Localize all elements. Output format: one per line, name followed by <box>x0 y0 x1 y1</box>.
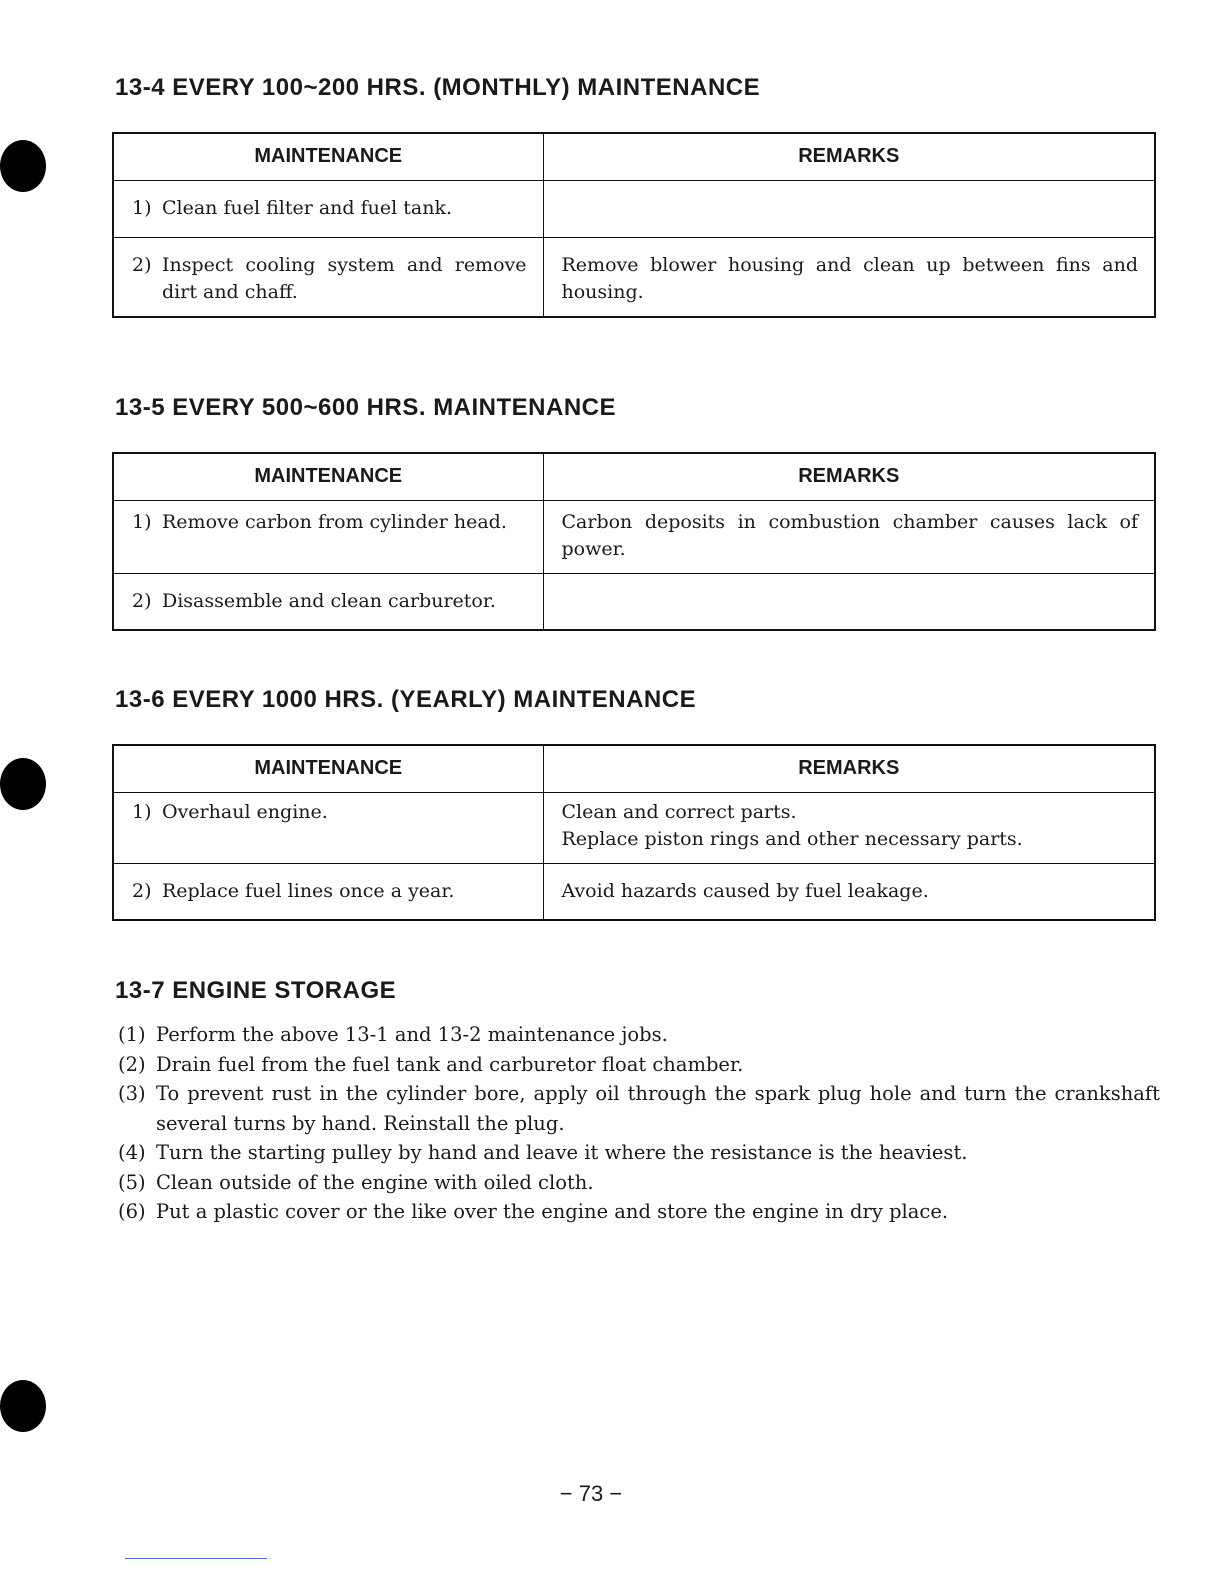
row-number: 2) <box>132 879 152 902</box>
row-number: 1) <box>132 196 152 219</box>
step-text: Drain fuel from the fuel tank and carburetor float chamber. <box>156 1052 744 1076</box>
column-header-maintenance: MAINTENANCE <box>113 133 543 180</box>
punch-hole <box>0 140 46 192</box>
table-row <box>113 792 1155 863</box>
maintenance-text: Clean fuel filter and fuel tank. <box>162 196 452 219</box>
maintenance-table-13-5 <box>112 452 1156 631</box>
list-item <box>118 1197 1160 1227</box>
table-row <box>113 863 1155 920</box>
maintenance-cell <box>113 863 543 920</box>
list-item <box>118 1050 1160 1080</box>
step-number: (4) <box>118 1141 146 1164</box>
section-heading-13-6: 13-6 EVERY 1000 HRS. (YEARLY) MAINTENANCE <box>115 686 697 713</box>
punch-hole <box>0 758 46 810</box>
table-header-row <box>113 133 1155 180</box>
step-number: (5) <box>118 1170 146 1194</box>
list-item <box>118 1138 1160 1168</box>
row-number: 1) <box>132 800 152 823</box>
row-number: 2) <box>132 253 152 276</box>
remarks-cell <box>543 792 1155 863</box>
table-header-row <box>113 745 1155 792</box>
row-number: 2) <box>132 589 152 612</box>
step-text: To prevent rust in the cylinder bore, apply oil through the spark plug hole and turn the crankshaft several turns by hand. Reinstall the plug. <box>156 1082 1160 1135</box>
row-number: 1) <box>132 510 152 533</box>
maintenance-table-13-6 <box>112 744 1156 921</box>
column-header-maintenance: MAINTENANCE <box>113 453 543 500</box>
maintenance-cell <box>113 792 543 863</box>
remarks-cell: Carbon deposits in combustion chamber causes lack of power. <box>543 500 1155 573</box>
maintenance-table-13-4 <box>112 132 1156 318</box>
remarks-cell: Avoid hazards caused by fuel leakage. <box>543 863 1155 920</box>
maintenance-cell <box>113 180 543 237</box>
remarks-line: Clean and correct parts. <box>561 800 797 823</box>
table-row <box>113 237 1155 317</box>
step-text: Put a plastic cover or the like over the engine and store the engine in dry place. <box>156 1200 949 1223</box>
list-item <box>118 1020 1160 1050</box>
maintenance-cell <box>113 237 543 317</box>
table-row <box>113 180 1155 237</box>
maintenance-text: Overhaul engine. <box>162 800 328 823</box>
page-number: − 73 − <box>559 1481 623 1506</box>
maintenance-cell <box>113 500 543 573</box>
remarks-cell <box>543 180 1155 237</box>
column-header-remarks: REMARKS <box>543 453 1155 500</box>
step-text: Turn the starting pulley by hand and leave it where the resistance is the heaviest. <box>156 1141 968 1164</box>
list-item <box>118 1079 1160 1138</box>
remarks-line: Replace piston rings and other necessary parts. <box>561 827 1023 850</box>
step-number: (2) <box>118 1052 146 1076</box>
column-header-remarks: REMARKS <box>543 133 1155 180</box>
scan-artifact-line <box>125 1558 267 1559</box>
column-header-remarks: REMARKS <box>543 745 1155 792</box>
table-header-row <box>113 453 1155 500</box>
maintenance-cell <box>113 573 543 630</box>
table-row <box>113 573 1155 630</box>
section-heading-13-4: 13-4 EVERY 100~200 HRS. (MONTHLY) MAINTENANCE <box>115 74 761 101</box>
table-row <box>113 500 1155 573</box>
section-heading-13-7: 13-7 ENGINE STORAGE <box>115 977 397 1004</box>
maintenance-text: Disassemble and clean carburetor. <box>162 589 496 612</box>
remarks-cell: Remove blower housing and clean up between fins and housing. <box>543 237 1155 317</box>
maintenance-text: Replace fuel lines once a year. <box>162 879 455 902</box>
step-text: Clean outside of the engine with oiled cloth. <box>156 1170 594 1194</box>
column-header-maintenance: MAINTENANCE <box>113 745 543 792</box>
section-heading-13-5: 13-5 EVERY 500~600 HRS. MAINTENANCE <box>115 394 617 421</box>
remarks-cell <box>543 573 1155 630</box>
step-text: Perform the above 13-1 and 13-2 maintenance jobs. <box>156 1023 668 1046</box>
maintenance-text: Remove carbon from cylinder head. <box>162 510 507 533</box>
maintenance-text: Inspect cooling system and remove dirt and chaff. <box>162 253 527 303</box>
step-number: (3) <box>118 1082 146 1105</box>
list-item <box>118 1168 1160 1198</box>
punch-hole <box>0 1380 46 1432</box>
step-number: (6) <box>118 1200 146 1223</box>
storage-steps-list <box>118 1020 1160 1227</box>
step-number: (1) <box>118 1023 146 1046</box>
